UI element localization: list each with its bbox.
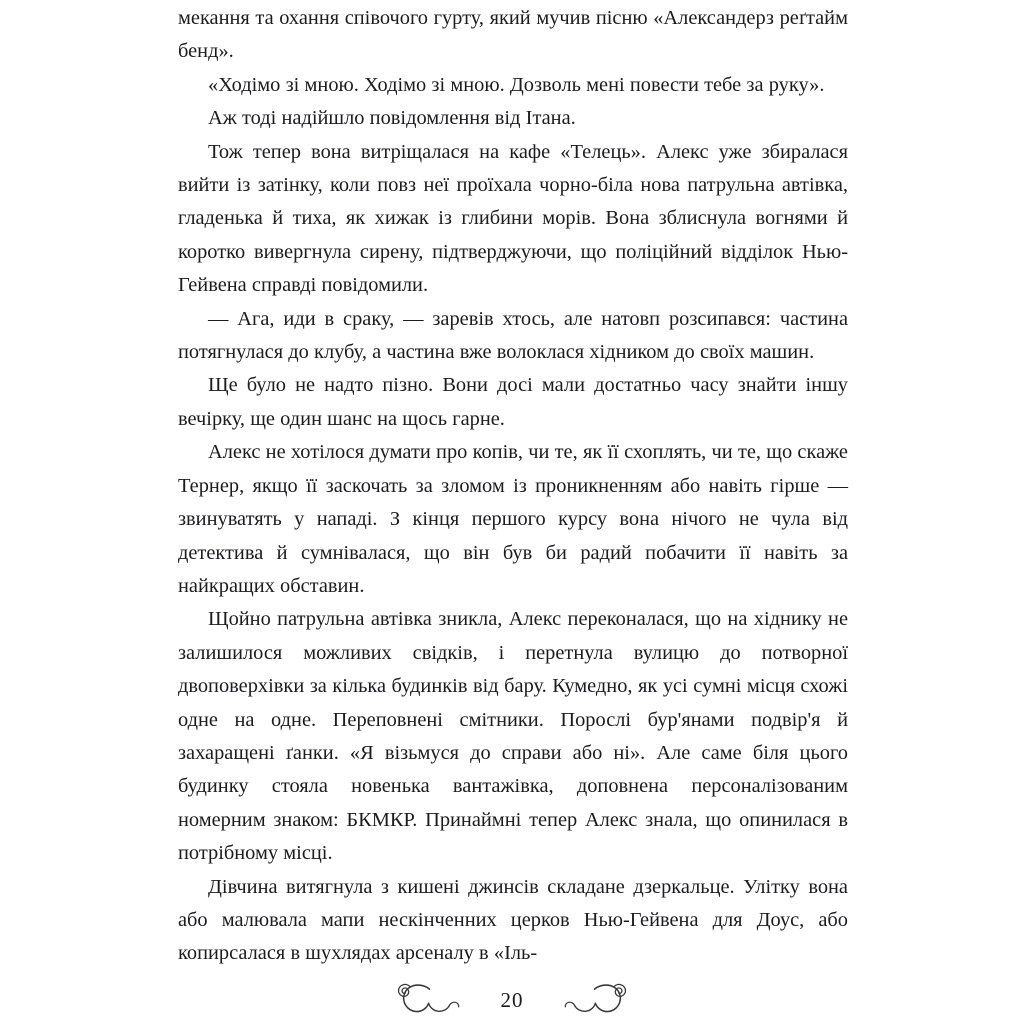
flourish-ornament-right-icon bbox=[555, 982, 629, 1018]
paragraph: Аж тоді надійшло повідомлення від Ітана. bbox=[208, 107, 576, 130]
page-number: 20 bbox=[500, 987, 524, 1012]
paragraph: Дівчина витягнула з кишені джинсів складане дзеркальце. Улітку вона або малювала мапи нескінченних церков Нью-Гейвена для Доус, або копирсалася в шухлядах арсеналу в «Іль- bbox=[178, 875, 848, 965]
paragraph: мекання та охання співочого гурту, який мучив пісню «Александерз реґтайм бенд». bbox=[178, 7, 848, 63]
paragraph: Тож тепер вона витріщалася на кафе «Телець». Алекс уже збиралася вийти із затінку, коли повз неї проїхала чорно-біла нова патрульна автівка, гладенька й тиха, як хижак із глибини морів. Вона зблиснула вогнями й коротко вивергнула сирену, підтверджуючи, що поліційний відділок Нью-Гейвена справді повідомили. bbox=[178, 140, 848, 297]
paragraph: Щойно патрульна автівка зникла, Алекс переконалася, що на хіднику не залишилося можливих свідків, і перетнула вулицю до потворної двоповерхівки за кілька будинків від бару. Кумедно, як усі сумні місця схожі одне на одне. Переповнені смітники. Порослі бур'янами подвір'я й захаращені ґанки. «Я візьмуся до справи або ні». Але саме біля цього будинку стояла новенька вантажівка, доповнена персоналізованим номерним знаком: БКМКР. Принаймні тепер Алекс знала, що опинилася в потрібному місці. bbox=[178, 608, 848, 865]
flourish-ornament-left-icon bbox=[395, 982, 469, 1018]
paragraph: Ще було не надто пізно. Вони досі мали достатньо часу знайти іншу вечірку, ще один шанс на щось гарне. bbox=[178, 374, 848, 430]
paragraph: Алекс не хотілося думати про копів, чи те, як її схоплять, чи те, що скаже Тернер, якщо її заскочать за зломом із проникненням або навіть гірше — звинуватять у нападі. З кінця першого курсу вона нічого не чула від детектива й сумнівалася, що він був би радий побачити її навіть за найкращих обставин. bbox=[178, 441, 848, 597]
page-footer bbox=[0, 978, 1024, 1022]
paragraph: — Ага, иди в сраку, — заревів хтось, але натовп розсипався: частина потягнулася до клубу, а частина вже волоклася хідником до своїх машин. bbox=[178, 307, 848, 364]
page-text-block bbox=[178, 2, 848, 971]
paragraph: «Ходімо зі мною. Ходімо зі мною. Дозволь мені повести тебе за руку». bbox=[208, 73, 825, 96]
